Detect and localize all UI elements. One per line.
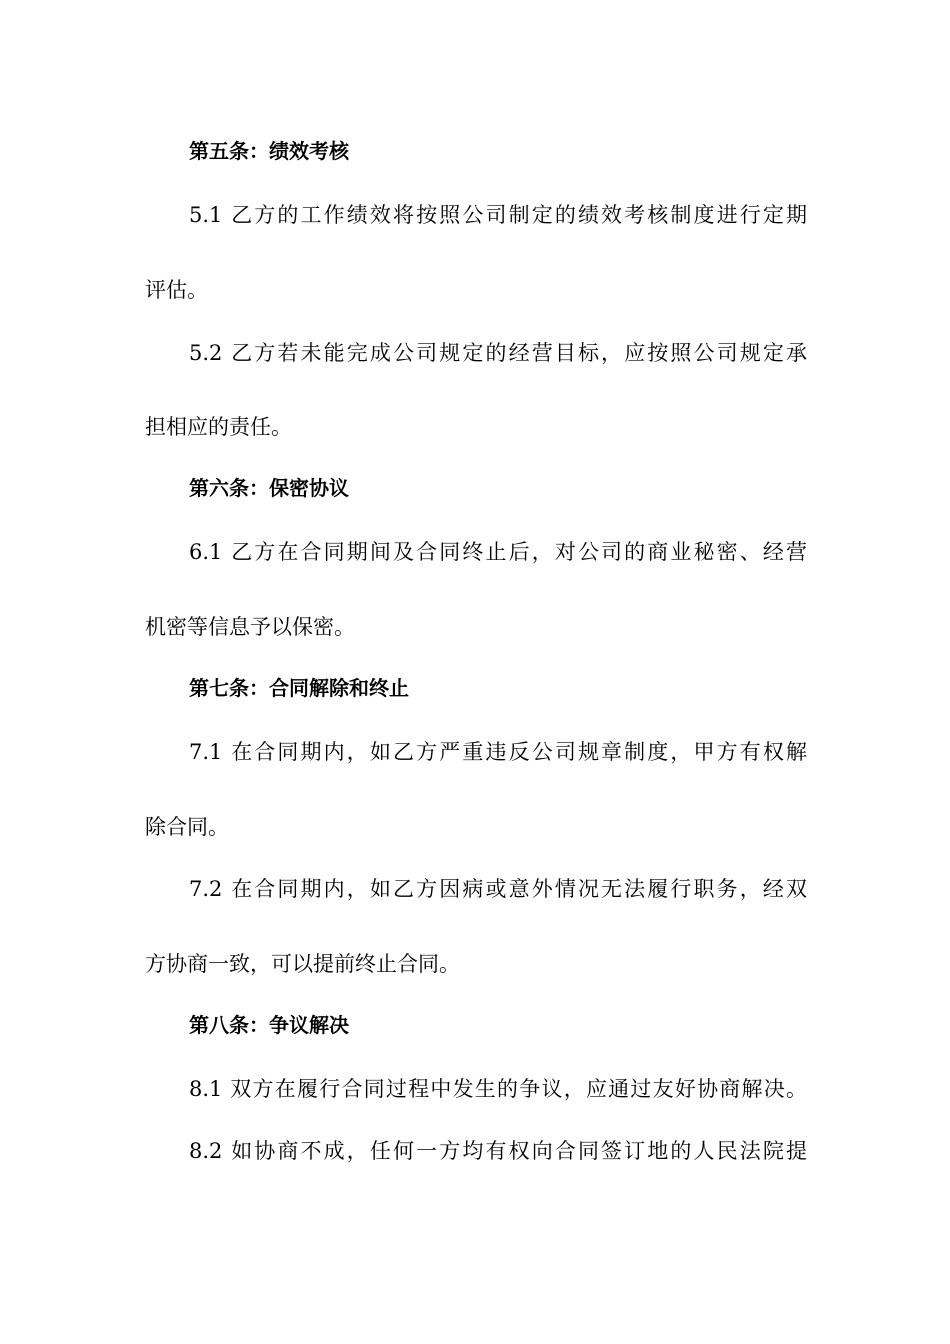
clause-7-1-line-1: 7.1 在合同期内，如乙方严重违反公司规章制度，甲方有权解 — [189, 740, 807, 764]
clause-8-2-line-1: 8.2 如协商不成，任何一方均有权向合同签订地的人民法院提 — [189, 1139, 807, 1163]
clause-5-1-line-1: 5.1 乙方的工作绩效将按照公司制定的绩效考核制度进行定期 — [189, 203, 807, 227]
clause-6-1-line-2: 机密等信息予以保密。 — [145, 615, 355, 639]
clause-8-1-line-1: 8.1 双方在履行合同过程中发生的争议，应通过友好协商解决。 — [189, 1077, 807, 1101]
section-heading-8: 第八条：争议解决 — [189, 1013, 349, 1037]
clause-7-2-line-2: 方协商一致，可以提前终止合同。 — [145, 952, 460, 976]
clause-5-2-line-2: 担相应的责任。 — [145, 415, 292, 439]
section-heading-5: 第五条：绩效考核 — [189, 139, 349, 163]
clause-5-1-line-2: 评估。 — [145, 278, 208, 302]
section-heading-7: 第七条：合同解除和终止 — [189, 676, 409, 700]
clause-5-2-line-1: 5.2 乙方若未能完成公司规定的经营目标，应按照公司规定承 — [189, 341, 807, 365]
clause-7-1-line-2: 除合同。 — [145, 815, 229, 839]
section-heading-6: 第六条：保密协议 — [189, 476, 349, 500]
clause-6-1-line-1: 6.1 乙方在合同期间及合同终止后，对公司的商业秘密、经营 — [189, 540, 807, 564]
clause-7-2-line-1: 7.2 在合同期内，如乙方因病或意外情况无法履行职务，经双 — [189, 877, 807, 901]
